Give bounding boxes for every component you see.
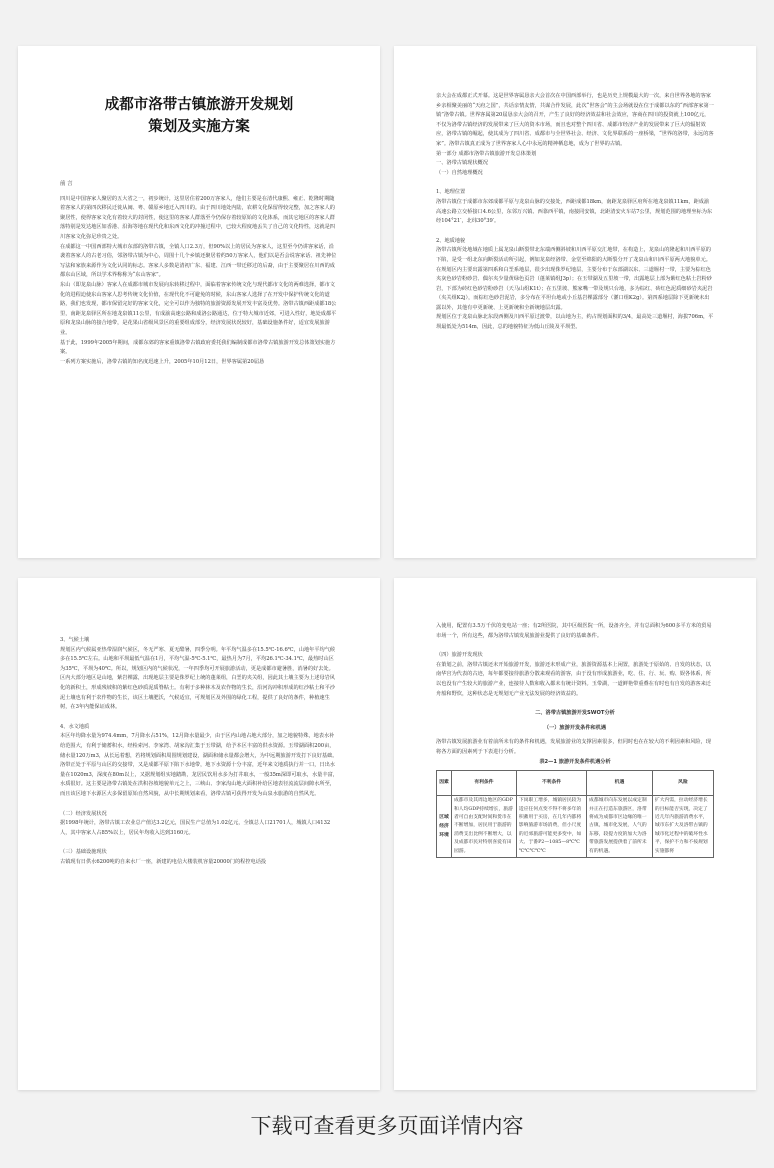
document-page-2 <box>394 46 756 558</box>
table-cell: 成都市及其周边地区的GDP和人均GDP持续增长，旅游者可自由支配时间和货币在不断增加，居民用于旅游的消费支出比例不断增大，以及成都市民对特别喜爱有田园游。 <box>452 796 517 858</box>
table-header-cell: 因素 <box>437 771 452 796</box>
paragraph: 规划区内气候属亚热带湿润气候区，冬无严寒、夏无酷暑，四季分明。年平均气温多在15.5℃-16.6℃，山地年平均气候多在15.5℃左右。山地和平坝最低气温在1月，平均气温-5℃-5.1℃，最热月为7月，平均26.1℃-34.1℃，最热时山区为35℃，平坝为40℃。所以，规划区内的气候状况，一年四季均可开展旅游活动，更是成都市避暑胜，消暑的好去处。 <box>60 646 336 672</box>
paragraph: 洛带古镇位于成都市东郊成都平原与龙泉山脉的交接处，西距成都18km，南距龙泉驿区府所在地龙泉镇11km，距成渝高速公路立交桥接口4.6公里，东邻万兴镇、西靠西平镇，南接同安镇，北距清安火车站7公里，规划范围的地理坐标为东经104°21′，北纬30°39′。 <box>436 198 713 225</box>
section-heading: （三）基础设施现状 <box>60 849 107 856</box>
section-heading: 二、洛带古镇旅游开发SWOT分析 <box>535 710 615 717</box>
table-cell: 下岗职工增多，城镇居民较为适应任何点变不得不将多年的积蓄用于买房，在几年内都将影响旅游市场消费，但小尺度的近郊旅游可能更多变中，如大、于番P2—1085—8℃℃℃℃℃℃℃ <box>516 796 586 858</box>
document-title-line-2: 策划及实施方案 <box>148 119 250 135</box>
paragraph: 东山（即龙泉山脉）客家人在成都市城市发展向东转移过程中，面临着客家传统文化与现代都市文化的两难选择，都市文化的进程迫使东山客家人思考传统文化价值，在现代化不可避免的时候，东山客家人选择了在开发中保护传统文化的道路，我们也发现，都市保留完好的客家文化，完全可以作为独特的旅游资源发展开发丰富及优势。洛带古镇西距成都18公里，南距龙泉驿区所在地龙泉镇11公里，有成渝高速公路和成洛公路通达，位于特大城市近郊，可进入性好，地处成都平原和龙泉山脉的接合地带，是花果山省级风景区的重要组成部分，经济发展状况较好，基础设施条件好，适宜发展旅游业。 <box>60 281 337 336</box>
paragraph: 入使用，配置有3.5万千伏的变电站一座；有2所医院，其中区级医院一所，设备齐全，并有总面积为600多平方米的贸易市场一个，所有这些，都为洛带古镇发展旅游业提供了良好的基础条件。 <box>436 623 712 639</box>
paragraph: 基于此，1999年2005年期间，成都东郊的客家重镇洛带古镇政府委托我们编制成都市洛带古镇旅游开发总体策划实施方案。 <box>60 339 336 356</box>
swot-table <box>436 770 714 858</box>
subsection-heading: （一）自然地理概况 <box>436 169 483 176</box>
paragraph: 四川是中国客家人聚居的五大省之一，初步统计，这里居住着200万客家人，他们主要是在清代康熙、雍正、乾隆时期随着客家人的第四次移民迁徙从闽、粤、赣原乡地迁入四川的。由于四川地处内陆，农耕文化保留得较完整，加之客家人的聚居性，使得客家文化有着较大的封闭性，使这里的客家人群落至今仍保存着较原始的文化体系，而其它地区的客家人群落特别是发达地区如香港、沿海等地在现代化和东西文化的冲撞过程中，已较大程度地丢失了自己的文化特性，这就是四川客家文化弥足珍贵之处。 <box>60 195 335 240</box>
paragraph: 在策划之前，洛带古镇还未开始旅游开发，旅游还未形成产业，旅游资源基本上闲置，旅游处于原始的、自发的状态，以南华宫为代表的古迹，每年都要接待旅游分散来观看的游客，由于没有形成旅游业，吃、住、行、玩、购、娱各体系，所以也没有产生较大的旅游产业，连接待人数和收入都未有统计资料。玉带湖，一道鲜艳带重叠在有时也有自发的游客来迁舟船和野炊，这种状态是无规划无产业无法发展的经济效益的。 <box>436 661 711 697</box>
document-page-1 <box>18 46 380 558</box>
table-cell: 成都城市向东发展以成定制并正在打造东旅游区，洛带将成为成都市区边缘的唯一古镇，城市化发展，人气的东移，较提力度的加大为洛带旅游发展提供着了前所未有的机遇。 <box>587 796 653 858</box>
download-caption: 下载可查看更多页面详情内容 <box>250 1114 524 1138</box>
paragraph: 一系列方案实施后，洛带古镇的知名度迅速上升，2005年10月12日，世界客属第20届恳 <box>60 358 265 365</box>
paragraph: 洛带古镇发展旅游业有着前所未有的条件和机遇，发展旅游业的支撑因素很多，但同时也在在较大的不利因素和风险，现将各方面的因素列于下表进行分析。 <box>436 739 711 755</box>
section-heading: 3、气候土壤 <box>60 637 90 643</box>
table-caption: 表2—1 旅游开发条件机遇分析 <box>539 758 611 765</box>
paragraph: 据1998年统计，洛带古镇工农业总产值达3.2亿元，国民生产总值为1.02亿元，全镇总人口21701人，城镇人口4132人，其中客家人占85%以上，居民年均收入达到3160元。 <box>60 820 331 836</box>
table-header-cell: 机遇 <box>587 771 653 796</box>
table-header-cell: 风险 <box>652 771 713 796</box>
paragraph: 规划区位于龙泉山脉北东段西侧及川西平原过渡带，以山地为主，约占规划面积的3/4，最高处三道堰村，海拔706m，平坝最低处为514m，因此，总的地貌特征为低山丘陵及平坝型。 <box>436 314 714 331</box>
table-header-cell: 有利条件 <box>452 771 517 796</box>
table-cell: 扩大内需，拉动经济增长的目标能否实现，决定了近几年内旅游消费水平，城市东扩大及洛带古镇的城市化过程中的破坏性水平，保护不力和不按规划实施都将 <box>652 796 713 858</box>
paragraph: 亲大会在成都正式开幕。这是世界客属恳亲大会首次在中国西部举行，也是历史上规模最大的一次，来自世界各地的客家乡亲相聚美丽的“天府之国”，共话亲情友情，共谋合作发展，此次“世客会”的主会场就设在位于成都以东的“西部客家第一镇”洛带古镇。世界客属第20届恳亲大会的召开，产生了良好的经济效益和社会效应，客商在四川的投资就上100亿元，不仅为洛带古镇经济的发展带来了巨大的资本市场，而且也对整个四川省、成都市经济产业的发展带来了巨大的辐射效应，洛带古镇的崛起，使其成为了四川省、成都市与全世界社会、经济、文化界联系的一座桥梁，“世界的洛带，永远的客家”。洛带古镇真正成为了世界客家人心中永远的精神栖息地，成为了世界的古镇。 <box>436 93 714 147</box>
document-page-4 <box>394 578 756 1090</box>
section-heading: （二）经济发展状况 <box>60 810 107 817</box>
table-header-row <box>437 771 714 796</box>
paragraph: 在规划区内主要出露第四系和白垩系地层，很少出现侏罗纪地层，主要分布于东部湖以东、三道堰村一带，主要为棕红色夹灰色砂岩粉砂岩、偶尔夹少量黄绿色页岩（蓬莱镇组J3p）；在玉带湖及五里坡一带，出露地层上部为紫红色粘土岩粉砂岩，下部为砖红色砂岩粉砂岩（天马山组K1t）；在五里坡、熊家嘴一带及规只台地，多为棕红、砖红色泥质细砂岩夹泥岩（夹关组K2j），而棕红色砂岩泥岩，多分布在平坦台地或小丘基岩裸露部分（灌口组K2g）。第四系地层除下更新统未出露以外，其他有中更新统、上更新统和全新统地层出露。 <box>436 266 713 311</box>
table-row <box>437 796 714 858</box>
table-row-label: 区域经济环境 <box>437 796 452 858</box>
paragraph: 区内大部分地区是山地，紫岩裸露，出现地层主要是侏罗纪上统的蓬莱组，白垩的夹关组，因此其土壤主要为上述母岩风化的新积土，形成残坡积的紫红色砂质泥质脊粘土。有利于多种林木及农作物的生长，沿河沟冲积形成的红沙粘土和平沙泥土壤也有利于农作物的生长，该区土壤肥沃，气候适宜，可规划区及外围的绿化工程，提供了良好的条件，种植速生树，在3年内能保证成林。 <box>60 675 335 711</box>
subsection-heading: （一）旅游开发条件和机遇 <box>543 724 607 731</box>
section-heading: 4、水文地质 <box>60 723 90 730</box>
section-heading: 1、地理位置 <box>436 189 466 196</box>
section-heading: 一、洛带古镇现状概况 <box>436 160 488 167</box>
document-page-3 <box>18 578 380 1090</box>
section-heading: 2、地质地貌 <box>436 237 466 244</box>
part-heading: 第一部分 成都市洛带古镇旅游开发总体策划 <box>436 150 537 157</box>
section-heading: （四）旅游开发现状 <box>436 652 483 659</box>
paragraph: 古镇现有日供水6200吨的自来水厂一座，新建的电信大楼装机容量20000门的程控电话投 <box>60 858 267 865</box>
paragraph: 洛带古镇所处地域在地质上属龙泉山断裂带北东端西侧斜坡和川西平原交汇地带，在构造上，龙泉山的隆起和川西平原的下陷，是受一组北东向断裂活动所引起，例如龙泉经洛带、金堂至绵阳的大断裂分开了龙泉山和川西平原两大地貌单元。 <box>436 247 711 263</box>
table-header-cell: 不利条件 <box>516 771 586 796</box>
paragraph: 在成都这一中国西部特大城市东部的洛带古镇，全镇人口2.3万，但90%以上的居民为客家人，这里至今仍讲客家话，沿袭着客家人的古老习俗，邻洛带古镇为中心，周围十几个乡镇还聚居着约50万客家人，他们以是否会说客家话、祖先神位写法和家族来源作为文化认同的标志。客家人多数是清初广东、福建、江西一带迁移过的后裔，由于主要聚居在川西的成都东山区域，所以学术界称称为“东山客家”。 <box>60 243 337 279</box>
paragraph: 洛带正处于平原与山区的交接带，又是成都平原下陷下水地带，地下水资源十分丰富，近年来文地质执行并一口，日出水量在1020m3，深度在80m以上，又据规划组实地踏勘，龙居民饮用水多为打井取水，一般35m深即可取水，水量丰富，水质很好。这主要是洛带古镇处在洪积谷坡地貌单元之上，三峡山、李家沟山地大面积补给区地表径流流层间隙水所至，而且该区地下水源区大多保留原始自然风貌，从中长期规划来看，洛带古镇可获得开发为山泉水旅游的自然风光。 <box>60 762 338 797</box>
preface-heading: 前 言 <box>60 181 73 187</box>
document-title-line-1: 成都市洛带古镇旅游开发规划 <box>104 97 294 113</box>
paragraph: 本区年均降水量为974.4mm，7月降水占51%，12月降水量最少，由于区内山地占地大部分，加之地貌特殊，地表水补给范围大，有利于储蓄积水，经检索河、李家湾、胡家沟汇集于玉带湖，给予本区丰富的供水资源。玉带湖面积200亩，储水量120万m3，从长远着想，若将规划面积周围规划建设，湖面和储水量都会增大，为中远期旅游开发打下良好基础。 <box>60 733 338 759</box>
